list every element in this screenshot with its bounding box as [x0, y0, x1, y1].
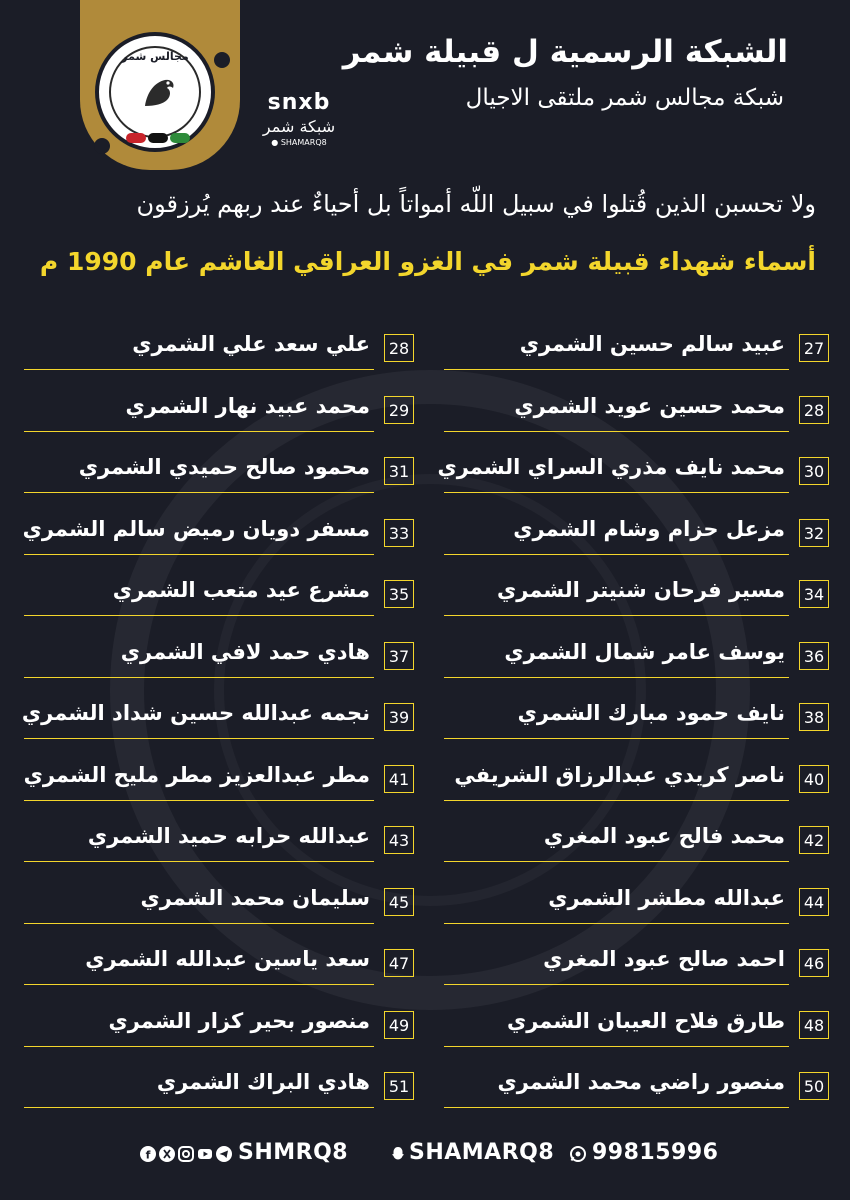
underline-rule: [24, 800, 374, 801]
martyr-name: سليمان محمد الشمري: [140, 885, 370, 910]
martyr-name: منصور بحير كزار الشمري: [108, 1008, 370, 1033]
entry-number: 29: [384, 396, 414, 424]
martyr-entry: [440, 697, 835, 741]
martyr-entry: [437, 451, 835, 495]
martyr-entry: [440, 328, 835, 372]
martyr-name: سعد ياسين عبدالله الشمري: [85, 947, 370, 971]
brand-arabic: شبكة شمر: [262, 117, 336, 136]
underline-rule: [444, 861, 789, 862]
underline-rule: [444, 923, 789, 924]
underline-rule: [24, 923, 374, 924]
underline-rule: [24, 861, 374, 862]
underline-rule: [24, 492, 374, 493]
martyr-entry: [20, 328, 420, 372]
entry-number: 34: [799, 580, 829, 608]
svg-text:f: f: [145, 1148, 151, 1162]
snapchat-icon: ●: [271, 138, 279, 147]
martyr-entry: [440, 882, 835, 926]
martyr-name: محمد فالح عبود المغري: [543, 824, 785, 848]
martyr-name: طارق فلاح العيبان الشمري: [506, 1008, 785, 1033]
martyr-entry: [440, 943, 835, 987]
underline-rule: [24, 615, 374, 616]
martyr-name: هادي حمد لافي الشمري: [120, 639, 370, 664]
underline-rule: [444, 431, 789, 432]
kuwait-flag-colors: [125, 128, 193, 138]
decorative-dot: [94, 138, 110, 154]
entry-number: 47: [384, 949, 414, 977]
martyr-name: محمد حسين عويد الشمري: [514, 393, 785, 418]
social-handle: SHMRQ8: [238, 1140, 349, 1165]
underline-rule: [444, 1107, 789, 1108]
martyr-entry: [20, 1005, 420, 1049]
brand-handle: [256, 138, 342, 147]
martyr-entry: [20, 513, 420, 557]
martyr-name: منصور راضي محمد الشمري: [497, 1070, 785, 1094]
martyr-name: احمد صالح عبود المغري: [543, 947, 785, 971]
martyr-name: محمد عبيد نهار الشمري: [125, 393, 370, 418]
page-title: الشبكة الرسمية ل قبيلة شمر: [342, 34, 788, 70]
underline-rule: [24, 984, 374, 985]
martyr-entry: [20, 574, 420, 618]
martyr-entry: [20, 943, 420, 987]
underline-rule: [444, 984, 789, 985]
martyr-name: مزعل حزام وشام الشمري: [513, 516, 785, 541]
underline-rule: [444, 677, 789, 678]
underline-rule: [24, 554, 374, 555]
underline-rule: [24, 1046, 374, 1047]
martyr-entry: [20, 820, 420, 864]
underline-rule: [24, 431, 374, 432]
brand-handle-text: SHAMARQ8: [280, 138, 327, 147]
martyr-entry: [440, 390, 835, 434]
entry-number: 32: [799, 519, 829, 547]
entry-number: 28: [384, 334, 414, 362]
list-headline: أسماء شهداء قبيلة شمر في الغزو العراقي الغاشم عام 1990 م: [39, 247, 816, 276]
martyr-entry: [20, 697, 420, 741]
martyr-entry: [440, 636, 835, 680]
martyr-entry: [440, 759, 835, 803]
entry-number: 27: [799, 334, 829, 362]
martyr-name: مسير فرحان شنيتر الشمري: [497, 578, 785, 602]
martyr-name: مسفر دويان رميض سالم الشمري: [22, 516, 370, 541]
underline-rule: [444, 369, 789, 370]
underline-rule: [24, 369, 374, 370]
martyr-name: عبيد سالم حسين الشمري: [519, 332, 785, 356]
underline-rule: [444, 615, 789, 616]
logo-text: مجالس شمر: [121, 50, 189, 63]
martyr-entry: [20, 451, 420, 495]
falcon-icon: [137, 72, 181, 116]
underline-rule: [444, 800, 789, 801]
underline-rule: [24, 1107, 374, 1108]
underline-rule: [444, 738, 789, 739]
martyr-name: محمود صالح حميدي الشمري: [78, 455, 370, 479]
entry-number: 33: [384, 519, 414, 547]
martyr-name: نجمه عبدالله حسين شداد الشمري: [21, 701, 370, 725]
martyr-name: علي سعد علي الشمري: [132, 332, 370, 356]
martyr-entry: [440, 513, 835, 557]
martyr-entry: [440, 1066, 835, 1110]
whatsapp-icon[interactable]: [570, 1146, 586, 1162]
page-subtitle: شبكة مجالس شمر ملتقى الاجيال: [465, 85, 784, 111]
martyr-entry: [440, 574, 835, 618]
martyr-name: عبدالله حرابه حميد الشمري: [87, 824, 370, 848]
martyr-name: نايف حمود مبارك الشمري: [517, 701, 785, 725]
x-icon[interactable]: [159, 1146, 175, 1162]
underline-rule: [444, 554, 789, 555]
decorative-dot: [214, 52, 230, 68]
martyr-entry: [20, 882, 420, 926]
entry-number: 48: [799, 1011, 829, 1039]
martyr-name: محمد نايف مذري السراي الشمري: [437, 455, 785, 479]
quran-verse: ولا تحسبن الذين قُتلوا في سبيل اللّه أمواتاً بل أحياءٌ عند ربهم يُرزقون: [136, 190, 816, 218]
martyr-name: يوسف عامر شمال الشمري: [504, 639, 785, 664]
underline-rule: [24, 677, 374, 678]
martyr-entry: [20, 636, 420, 680]
entry-number: 40: [799, 765, 829, 793]
entry-number: 36: [799, 642, 829, 670]
martyr-entry: [20, 1066, 420, 1110]
entry-number: 41: [384, 765, 414, 793]
martyr-entry: [440, 820, 835, 864]
martyr-name: مطر عبدالعزيز مطر مليح الشمري: [23, 762, 370, 787]
entry-number: 31: [384, 457, 414, 485]
instagram-icon[interactable]: [178, 1146, 194, 1162]
entry-number: 50: [799, 1072, 829, 1100]
facebook-icon[interactable]: [140, 1146, 156, 1162]
telegram-icon[interactable]: [216, 1146, 232, 1162]
phone-number: 99815996: [592, 1140, 719, 1165]
entry-number: 42: [799, 826, 829, 854]
brand-block: [256, 90, 342, 147]
entry-number: 39: [384, 703, 414, 731]
martyr-name: هادي البراك الشمري: [156, 1070, 370, 1094]
underline-rule: [24, 738, 374, 739]
martyr-entry: [20, 390, 420, 434]
snapchat-icon[interactable]: [390, 1146, 406, 1162]
entry-number: 44: [799, 888, 829, 916]
entry-number: 43: [384, 826, 414, 854]
youtube-icon[interactable]: [197, 1146, 213, 1162]
martyr-name: مشرع عيد متعب الشمري: [112, 578, 370, 602]
entry-number: 38: [799, 703, 829, 731]
martyr-entry: [20, 759, 420, 803]
tribe-logo: [95, 32, 215, 152]
snapchat-handle: SHAMARQ8: [409, 1140, 555, 1165]
entry-number: 51: [384, 1072, 414, 1100]
entry-number: 30: [799, 457, 829, 485]
entry-number: 35: [384, 580, 414, 608]
entry-number: 46: [799, 949, 829, 977]
martyr-name: ناصر كريدي عبدالرزاق الشريفي: [454, 762, 785, 787]
martyr-name: عبدالله مطشر الشمري: [548, 885, 785, 910]
entry-number: 37: [384, 642, 414, 670]
martyr-entry: [440, 1005, 835, 1049]
underline-rule: [444, 1046, 789, 1047]
entry-number: 49: [384, 1011, 414, 1039]
footer: [0, 1138, 850, 1170]
underline-rule: [444, 492, 789, 493]
entry-number: 45: [384, 888, 414, 916]
brand-latin: snxb: [267, 90, 331, 115]
entry-number: 28: [799, 396, 829, 424]
